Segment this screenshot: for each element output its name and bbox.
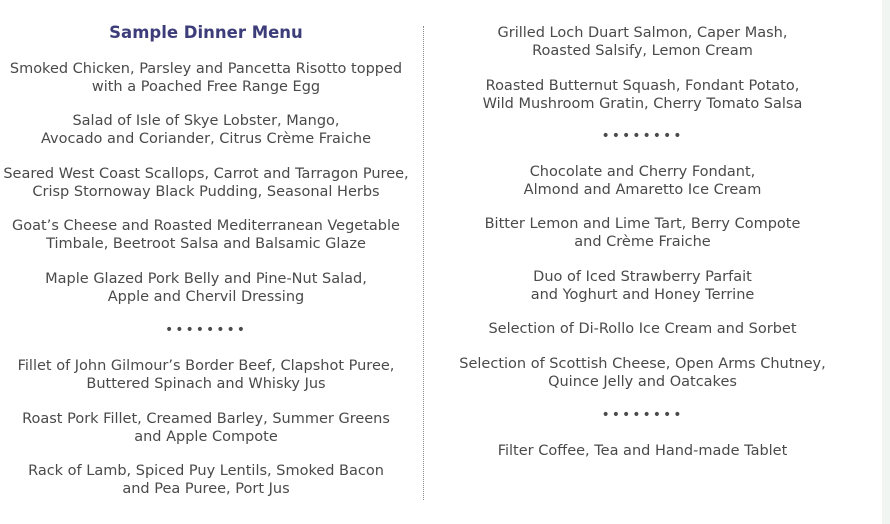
menu-item-line: Seared West Coast Scallops, Carrot and Tarragon Puree,: [3, 166, 409, 182]
menu-item-line: Roasted Salsify, Lemon Cream: [532, 43, 753, 59]
menu-item-line: Timbale, Beetroot Salsa and Balsamic Glaze: [46, 236, 366, 252]
menu-item-line: Smoked Chicken, Parsley and Pancetta Risotto topped: [9, 61, 403, 77]
menu-title: Sample Dinner Menu: [109, 23, 303, 42]
menu-item-line: Roasted Butternut Squash, Fondant Potato,: [485, 78, 800, 94]
course-separator: ••••••••: [164, 322, 248, 338]
menu-item-line: Goat’s Cheese and Roasted Mediterranean Vegetable: [12, 218, 400, 234]
menu-item-line: Wild Mushroom Gratin, Cherry Tomato Salsa: [482, 96, 803, 112]
menu-item-line: Avocado and Coriander, Citrus Crème Fraiche: [40, 131, 372, 147]
menu-item-line: Selection of Scottish Cheese, Open Arms Chutney,: [459, 356, 826, 372]
menu-item-line: Bitter Lemon and Lime Tart, Berry Compote: [484, 216, 801, 232]
menu-item: [0, 217, 412, 253]
menu-item-line: Almond and Amaretto Ice Cream: [523, 182, 762, 198]
menu-item: [0, 165, 412, 201]
menu-item-line: Duo of Iced Strawberry Parfait: [533, 269, 752, 285]
menu-item-line: Apple and Chervil Dressing: [107, 289, 305, 305]
menu-item: [0, 410, 412, 446]
menu-item: [0, 112, 412, 148]
menu-item-line: and Yoghurt and Honey Terrine: [530, 287, 755, 303]
menu-item: [440, 320, 845, 338]
menu-item: [440, 163, 845, 199]
menu-item: [440, 24, 845, 60]
menu-item: [440, 268, 845, 304]
menu-item: [0, 270, 412, 306]
menu-item-line: with a Poached Free Range Egg: [91, 79, 321, 95]
menu-item-line: Grilled Loch Duart Salmon, Caper Mash,: [497, 25, 788, 41]
menu-item-line: Maple Glazed Pork Belly and Pine-Nut Salad,: [45, 271, 367, 287]
menu-item: [440, 355, 845, 391]
menu-item: [0, 60, 412, 96]
menu-item-line: Quince Jelly and Oatcakes: [548, 374, 737, 390]
column-divider: [423, 26, 424, 500]
menu-item: [0, 357, 412, 393]
menu-item-line: and Apple Compote: [134, 429, 278, 445]
menu-item: [440, 442, 845, 460]
menu-item: [440, 77, 845, 113]
menu-item-line: Selection of Di-Rollo Ice Cream and Sorbet: [488, 321, 797, 337]
menu-item-line: Filter Coffee, Tea and Hand-made Tablet: [497, 443, 788, 459]
menu-item-line: and Pea Puree, Port Jus: [122, 481, 290, 497]
menu-item: [440, 215, 845, 251]
course-separator: ••••••••: [601, 407, 684, 423]
menu-item-line: Crisp Stornoway Black Pudding, Seasonal Herbs: [32, 184, 380, 200]
course-separator: ••••••••: [601, 128, 684, 144]
menu-item-line: Salad of Isle of Skye Lobster, Mango,: [72, 113, 340, 129]
menu-item-line: Chocolate and Cherry Fondant,: [529, 164, 756, 180]
menu-item-line: Roast Pork Fillet, Creamed Barley, Summer Greens: [22, 411, 390, 427]
page-edge-strip: [882, 0, 890, 524]
menu-item-line: Rack of Lamb, Spiced Puy Lentils, Smoked Bacon: [28, 463, 384, 479]
menu-item-line: Buttered Spinach and Whisky Jus: [86, 376, 326, 392]
menu-item-line: and Crème Fraiche: [574, 234, 711, 250]
menu-item: [0, 462, 412, 498]
menu-item-line: Fillet of John Gilmour’s Border Beef, Clapshot Puree,: [17, 358, 395, 374]
